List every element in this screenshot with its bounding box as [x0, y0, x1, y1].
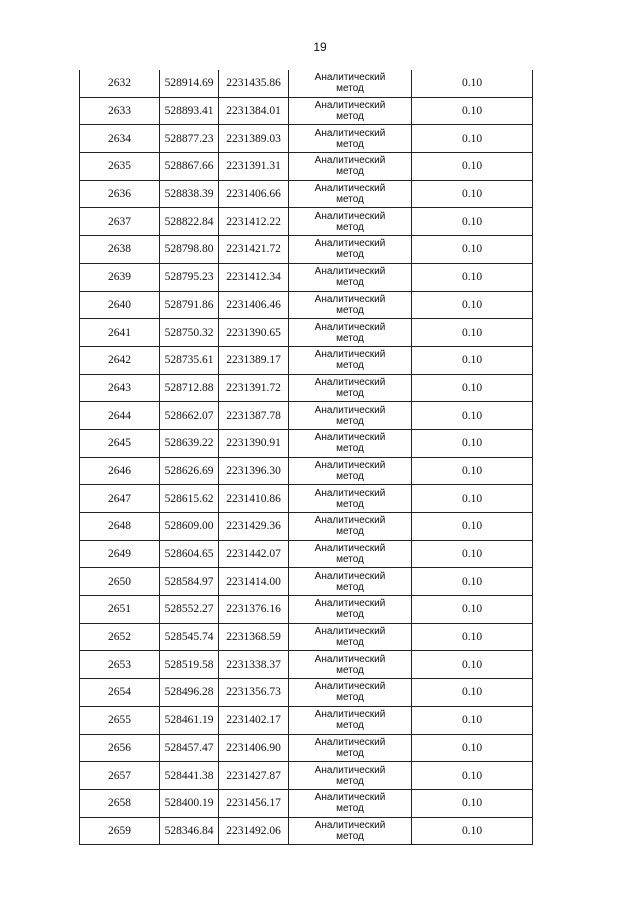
point-number-cell: 2659: [80, 817, 160, 845]
method-line-2: метод: [336, 332, 364, 344]
x-coordinate-cell: 528457.47: [160, 734, 219, 762]
method-cell: [289, 568, 412, 596]
x-coordinate-cell: 528626.69: [160, 457, 219, 485]
method-line-1: Аналитический: [314, 376, 386, 388]
table-row: [80, 596, 533, 624]
accuracy-cell: 0.10: [412, 651, 533, 679]
y-coordinate-cell: 2231391.72: [219, 374, 289, 402]
x-coordinate-cell: 528795.23: [160, 263, 219, 291]
y-coordinate-cell: 2231376.16: [219, 596, 289, 624]
y-coordinate-cell: 2231412.22: [219, 208, 289, 236]
method-line-1: Аналитический: [314, 819, 386, 831]
method-cell: [289, 596, 412, 624]
accuracy-cell: 0.10: [412, 291, 533, 319]
x-coordinate-cell: 528552.27: [160, 596, 219, 624]
accuracy-cell: 0.10: [412, 263, 533, 291]
point-number-cell: 2649: [80, 540, 160, 568]
x-coordinate-cell: 528584.97: [160, 568, 219, 596]
accuracy-cell: 0.10: [412, 346, 533, 374]
method-cell: [289, 374, 412, 402]
table-row: [80, 706, 533, 734]
y-coordinate-cell: 2231391.31: [219, 153, 289, 181]
point-number-cell: 2642: [80, 346, 160, 374]
accuracy-cell: 0.10: [412, 457, 533, 485]
accuracy-cell: 0.10: [412, 596, 533, 624]
method-line-1: Аналитический: [314, 293, 386, 305]
table-row: [80, 623, 533, 651]
x-coordinate-cell: 528639.22: [160, 429, 219, 457]
accuracy-cell: 0.10: [412, 734, 533, 762]
method-cell: [289, 623, 412, 651]
method-line-2: метод: [336, 111, 364, 123]
method-line-2: метод: [336, 443, 364, 455]
table-row: [80, 762, 533, 790]
table-row: [80, 263, 533, 291]
x-coordinate-cell: 528461.19: [160, 706, 219, 734]
y-coordinate-cell: 2231389.17: [219, 346, 289, 374]
x-coordinate-cell: 528662.07: [160, 402, 219, 430]
x-coordinate-cell: 528893.41: [160, 97, 219, 125]
accuracy-cell: 0.10: [412, 513, 533, 541]
method-line-2: метод: [336, 581, 364, 593]
x-coordinate-cell: 528519.58: [160, 651, 219, 679]
point-number-cell: 2653: [80, 651, 160, 679]
point-number-cell: 2648: [80, 513, 160, 541]
table-row: [80, 513, 533, 541]
x-coordinate-cell: 528545.74: [160, 623, 219, 651]
point-number-cell: 2651: [80, 596, 160, 624]
table-row: [80, 208, 533, 236]
point-number-cell: 2634: [80, 125, 160, 153]
method-line-2: метод: [336, 664, 364, 676]
method-line-2: метод: [336, 138, 364, 150]
y-coordinate-cell: 2231406.90: [219, 734, 289, 762]
method-line-1: Аналитический: [314, 653, 386, 665]
x-coordinate-cell: 528712.88: [160, 374, 219, 402]
table-row: [80, 125, 533, 153]
table-row: [80, 734, 533, 762]
method-line-2: метод: [336, 830, 364, 842]
table-row: [80, 651, 533, 679]
accuracy-cell: 0.10: [412, 568, 533, 596]
accuracy-cell: 0.10: [412, 762, 533, 790]
method-cell: [289, 762, 412, 790]
method-cell: [289, 734, 412, 762]
table-row: [80, 374, 533, 402]
point-number-cell: 2643: [80, 374, 160, 402]
y-coordinate-cell: 2231456.17: [219, 789, 289, 817]
table-row: [80, 429, 533, 457]
method-line-1: Аналитический: [314, 210, 386, 222]
method-line-2: метод: [336, 166, 364, 178]
method-cell: [289, 97, 412, 125]
accuracy-cell: 0.10: [412, 97, 533, 125]
method-cell: [289, 402, 412, 430]
accuracy-cell: 0.10: [412, 208, 533, 236]
page-number: 19: [313, 40, 327, 54]
method-line-2: метод: [336, 747, 364, 759]
method-line-2: метод: [336, 637, 364, 649]
point-number-cell: 2647: [80, 485, 160, 513]
point-number-cell: 2637: [80, 208, 160, 236]
method-cell: [289, 180, 412, 208]
point-number-cell: 2636: [80, 180, 160, 208]
point-number-cell: 2650: [80, 568, 160, 596]
method-cell: [289, 70, 412, 97]
y-coordinate-cell: 2231406.66: [219, 180, 289, 208]
y-coordinate-cell: 2231427.87: [219, 762, 289, 790]
method-line-2: метод: [336, 554, 364, 566]
method-cell: [289, 319, 412, 347]
accuracy-cell: 0.10: [412, 153, 533, 181]
x-coordinate-cell: 528798.80: [160, 236, 219, 264]
point-number-cell: 2645: [80, 429, 160, 457]
method-cell: [289, 457, 412, 485]
y-coordinate-cell: 2231442.07: [219, 540, 289, 568]
accuracy-cell: 0.10: [412, 402, 533, 430]
y-coordinate-cell: 2231429.36: [219, 513, 289, 541]
method-cell: [289, 153, 412, 181]
table-row: [80, 70, 533, 97]
method-line-2: метод: [336, 387, 364, 399]
y-coordinate-cell: 2231402.17: [219, 706, 289, 734]
method-line-1: Аналитический: [314, 72, 386, 84]
point-number-cell: 2635: [80, 153, 160, 181]
x-coordinate-cell: 528867.66: [160, 153, 219, 181]
x-coordinate-cell: 528400.19: [160, 789, 219, 817]
table-row: [80, 346, 533, 374]
x-coordinate-cell: 528750.32: [160, 319, 219, 347]
coordinates-table: [79, 70, 533, 845]
method-line-1: Аналитический: [314, 321, 386, 333]
table-row: [80, 319, 533, 347]
x-coordinate-cell: 528791.86: [160, 291, 219, 319]
method-cell: [289, 817, 412, 845]
method-line-1: Аналитический: [314, 404, 386, 416]
point-number-cell: 2654: [80, 679, 160, 707]
method-line-1: Аналитический: [314, 598, 386, 610]
method-line-1: Аналитический: [314, 183, 386, 195]
method-line-2: метод: [336, 526, 364, 538]
method-line-2: метод: [336, 277, 364, 289]
method-cell: [289, 236, 412, 264]
method-line-2: метод: [336, 249, 364, 261]
y-coordinate-cell: 2231412.34: [219, 263, 289, 291]
method-line-2: метод: [336, 692, 364, 704]
y-coordinate-cell: 2231406.46: [219, 291, 289, 319]
x-coordinate-cell: 528615.62: [160, 485, 219, 513]
method-line-1: Аналитический: [314, 736, 386, 748]
method-cell: [289, 540, 412, 568]
method-cell: [289, 208, 412, 236]
point-number-cell: 2641: [80, 319, 160, 347]
x-coordinate-cell: 528609.00: [160, 513, 219, 541]
accuracy-cell: 0.10: [412, 125, 533, 153]
accuracy-cell: 0.10: [412, 180, 533, 208]
table-row: [80, 153, 533, 181]
method-line-1: Аналитический: [314, 238, 386, 250]
method-line-1: Аналитический: [314, 570, 386, 582]
point-number-cell: 2658: [80, 789, 160, 817]
x-coordinate-cell: 528822.84: [160, 208, 219, 236]
method-line-1: Аналитический: [314, 792, 386, 804]
table-row: [80, 180, 533, 208]
method-line-1: Аналитический: [314, 432, 386, 444]
accuracy-cell: 0.10: [412, 374, 533, 402]
accuracy-cell: 0.10: [412, 623, 533, 651]
table-row: [80, 457, 533, 485]
y-coordinate-cell: 2231390.65: [219, 319, 289, 347]
y-coordinate-cell: 2231492.06: [219, 817, 289, 845]
x-coordinate-cell: 528346.84: [160, 817, 219, 845]
accuracy-cell: 0.10: [412, 429, 533, 457]
accuracy-cell: 0.10: [412, 789, 533, 817]
y-coordinate-cell: 2231356.73: [219, 679, 289, 707]
method-line-1: Аналитический: [314, 349, 386, 361]
point-number-cell: 2644: [80, 402, 160, 430]
method-line-1: Аналитический: [314, 764, 386, 776]
accuracy-cell: 0.10: [412, 485, 533, 513]
x-coordinate-cell: 528914.69: [160, 70, 219, 97]
table-row: [80, 291, 533, 319]
method-line-2: метод: [336, 803, 364, 815]
method-line-1: Аналитический: [314, 487, 386, 499]
method-line-1: Аналитический: [314, 155, 386, 167]
method-cell: [289, 346, 412, 374]
x-coordinate-cell: 528838.39: [160, 180, 219, 208]
y-coordinate-cell: 2231421.72: [219, 236, 289, 264]
table-row: [80, 402, 533, 430]
coordinates-table-body: [80, 70, 533, 845]
y-coordinate-cell: 2231387.78: [219, 402, 289, 430]
method-line-2: метод: [336, 470, 364, 482]
point-number-cell: 2632: [80, 70, 160, 97]
point-number-cell: 2652: [80, 623, 160, 651]
point-number-cell: 2639: [80, 263, 160, 291]
method-cell: [289, 679, 412, 707]
point-number-cell: 2657: [80, 762, 160, 790]
accuracy-cell: 0.10: [412, 70, 533, 97]
method-line-1: Аналитический: [314, 626, 386, 638]
table-row: [80, 679, 533, 707]
y-coordinate-cell: 2231390.91: [219, 429, 289, 457]
method-line-1: Аналитический: [314, 543, 386, 555]
y-coordinate-cell: 2231389.03: [219, 125, 289, 153]
method-line-1: Аналитический: [314, 709, 386, 721]
table-row: [80, 789, 533, 817]
method-line-1: Аналитический: [314, 127, 386, 139]
point-number-cell: 2638: [80, 236, 160, 264]
y-coordinate-cell: 2231410.86: [219, 485, 289, 513]
method-line-2: метод: [336, 221, 364, 233]
method-cell: [289, 513, 412, 541]
accuracy-cell: 0.10: [412, 679, 533, 707]
method-line-2: метод: [336, 360, 364, 372]
table-row: [80, 568, 533, 596]
method-line-1: Аналитический: [314, 100, 386, 112]
point-number-cell: 2633: [80, 97, 160, 125]
method-line-2: метод: [336, 83, 364, 95]
y-coordinate-cell: 2231396.30: [219, 457, 289, 485]
method-line-2: метод: [336, 609, 364, 621]
method-line-2: метод: [336, 775, 364, 787]
x-coordinate-cell: 528735.61: [160, 346, 219, 374]
method-cell: [289, 789, 412, 817]
accuracy-cell: 0.10: [412, 817, 533, 845]
accuracy-cell: 0.10: [412, 236, 533, 264]
method-cell: [289, 263, 412, 291]
point-number-cell: 2656: [80, 734, 160, 762]
method-line-2: метод: [336, 720, 364, 732]
point-number-cell: 2655: [80, 706, 160, 734]
table-row: [80, 485, 533, 513]
point-number-cell: 2646: [80, 457, 160, 485]
method-line-1: Аналитический: [314, 681, 386, 693]
method-cell: [289, 706, 412, 734]
method-line-1: Аналитический: [314, 266, 386, 278]
y-coordinate-cell: 2231414.00: [219, 568, 289, 596]
table-row: [80, 236, 533, 264]
x-coordinate-cell: 528604.65: [160, 540, 219, 568]
method-cell: [289, 651, 412, 679]
accuracy-cell: 0.10: [412, 706, 533, 734]
y-coordinate-cell: 2231368.59: [219, 623, 289, 651]
method-line-2: метод: [336, 304, 364, 316]
method-cell: [289, 429, 412, 457]
accuracy-cell: 0.10: [412, 540, 533, 568]
method-line-1: Аналитический: [314, 459, 386, 471]
method-line-2: метод: [336, 194, 364, 206]
y-coordinate-cell: 2231435.86: [219, 70, 289, 97]
table-row: [80, 817, 533, 845]
method-line-2: метод: [336, 498, 364, 510]
x-coordinate-cell: 528441.38: [160, 762, 219, 790]
accuracy-cell: 0.10: [412, 319, 533, 347]
y-coordinate-cell: 2231338.37: [219, 651, 289, 679]
method-line-2: метод: [336, 415, 364, 427]
x-coordinate-cell: 528496.28: [160, 679, 219, 707]
method-cell: [289, 125, 412, 153]
method-cell: [289, 291, 412, 319]
x-coordinate-cell: 528877.23: [160, 125, 219, 153]
table-row: [80, 97, 533, 125]
point-number-cell: 2640: [80, 291, 160, 319]
method-line-1: Аналитический: [314, 515, 386, 527]
method-cell: [289, 485, 412, 513]
table-row: [80, 540, 533, 568]
y-coordinate-cell: 2231384.01: [219, 97, 289, 125]
